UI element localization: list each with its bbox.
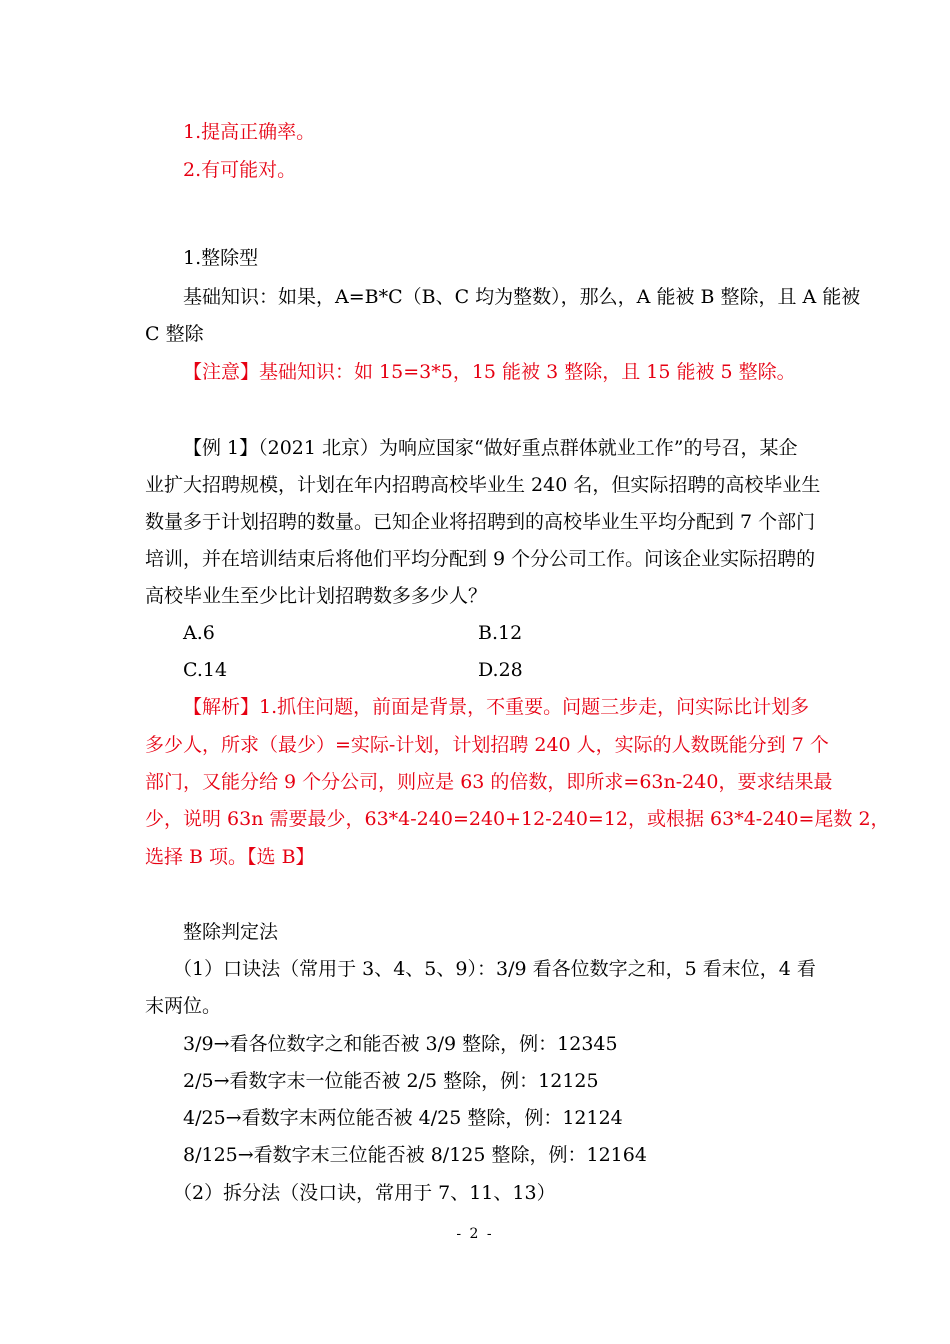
question-line-3: 数量多于计划招聘的数量。已知企业将招聘到的高校毕业生平均分配到 7 个部门 [145, 511, 816, 533]
question-line-1: 【例 1】（2021 北京）为响应国家“做好重点群体就业工作”的号召，某企 [183, 437, 798, 459]
rule-item: 4/25→看数字末两位能否被 4/25 整除，例：12124 [183, 1107, 623, 1129]
option-d: D.28 [478, 659, 523, 681]
question-line-2: 业扩大招聘规模，计划在年内招聘高校毕业生 240 名，但实际招聘的高校毕业生 [145, 474, 821, 496]
basics-line-1: 基础知识：如果，A=B*C（B、C 均为整数），那么，A 能被 B 整除，且 A 能被 [183, 286, 861, 308]
method1-line-1: （1）口诀法（常用于 3、4、5、9）：3/9 看各位数字之和，5 看末位，4 看 [173, 958, 816, 980]
option-a: A.6 [183, 622, 215, 644]
question-line-4: 培训，并在培训结束后将他们平均分配到 9 个分公司工作。问该企业实际招聘的 [145, 548, 816, 570]
option-c: C.14 [183, 659, 228, 681]
analysis-line-4: 少，说明 63n 需要最少，63*4-240=240+12-240=12，或根据 63*4-240=尾数 2， [145, 808, 890, 830]
tip-line-1: 1.提高正确率。 [183, 121, 316, 143]
rules-heading: 整除判定法 [183, 921, 279, 943]
analysis-line-3: 部门，又能分给 9 个分公司，则应是 63 的倍数，即所求=63n-240，要求结果最 [145, 771, 833, 793]
option-b: B.12 [478, 622, 523, 644]
rule-item: 2/5→看数字末一位能否被 2/5 整除，例：12125 [183, 1070, 599, 1092]
analysis-line-5: 选择 B 项。【选 B】 [145, 846, 315, 868]
note-line: 【注意】基础知识：如 15=3*5，15 能被 3 整除，且 15 能被 5 整除。 [183, 361, 796, 383]
analysis-line-2: 多少人，所求（最少）=实际-计划，计划招聘 240 人，实际的人数既能分到 7 个 [145, 734, 829, 756]
method2-line: （2）拆分法（没口诀，常用于 7、11、13） [173, 1182, 556, 1204]
question-line-5: 高校毕业生至少比计划招聘数多多少人？ [145, 585, 488, 607]
analysis-line-1: 【解析】1.抓住问题，前面是背景，不重要。问题三步走，问实际比计划多 [183, 696, 810, 718]
section-heading: 1.整除型 [183, 247, 259, 269]
rule-item: 8/125→看数字末三位能否被 8/125 整除，例：12164 [183, 1144, 647, 1166]
tip-line-2: 2.有可能对。 [183, 159, 297, 181]
rule-item: 3/9→看各位数字之和能否被 3/9 整除，例：12345 [183, 1033, 618, 1055]
basics-line-2: C 整除 [145, 323, 204, 345]
page-number: - 2 - [456, 1226, 494, 1242]
method1-line-2: 末两位。 [145, 995, 222, 1017]
